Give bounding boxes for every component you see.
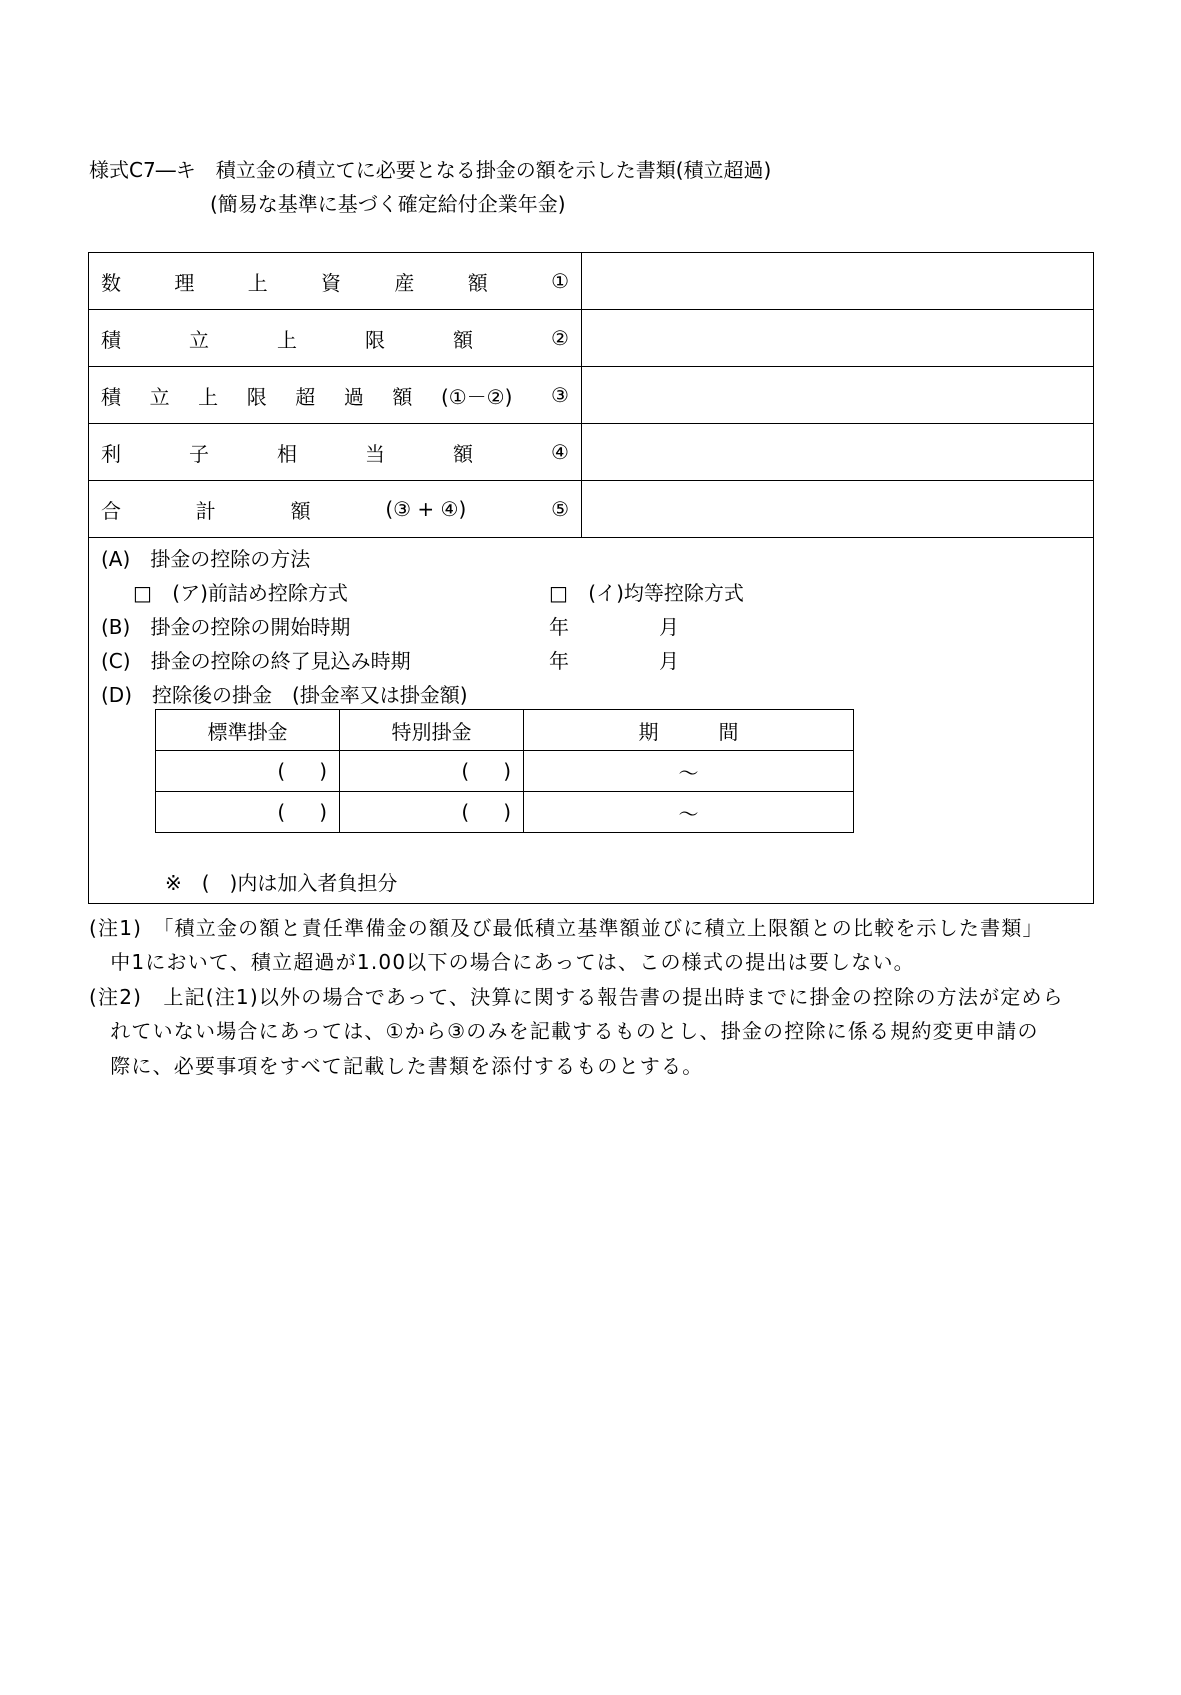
row-number: ③ (550, 383, 569, 407)
form-frame (88, 252, 1094, 904)
form-title (89, 154, 771, 183)
summary-label: 数 理 上 資 産 額 ① (101, 269, 569, 295)
note-2-line-2: れていない場合にあっては、①から③のみを記載するものとし、掛金の控除に係る規約変更申請の (89, 1019, 1039, 1043)
summary-row (89, 367, 1093, 424)
note-2-line-1: (注2) 上記(注1)以外の場合であって、決算に関する報告書の提出時までに掛金の控除の方法が定めら (89, 985, 1064, 1009)
summary-label: 合 計 額 (③ + ④) ⑤ (101, 497, 569, 523)
member-share-footnote: ※ ( )内は加入者負担分 (165, 871, 398, 895)
note-1-line-2: 中1において、積立超過が1.00以下の場合にあっては、この様式の提出は要しない。 (89, 950, 915, 974)
row-number: ④ (551, 440, 569, 464)
section-a-label: (A) 掛金の控除の方法 (101, 547, 311, 571)
form-subtitle: (簡易な基準に基づく確定給付企業年金) (210, 192, 566, 216)
summary-value-field[interactable] (582, 424, 1094, 481)
section-d-label: (D) 控除後の掛金 (掛金率又は掛金額) (101, 683, 468, 707)
note-2-line-3: 際に、必要事項をすべて記載した書類を添付するものとする。 (89, 1054, 704, 1078)
summary-row (89, 310, 1093, 367)
checkbox-icon[interactable]: □ (133, 581, 152, 605)
col-standard: 標準掛金 (156, 710, 340, 751)
form-title-text: 積立金の積立てに必要となる掛金の額を示した書類(積立超過) (215, 158, 772, 182)
end-year-label: 年 (549, 649, 569, 673)
period-field[interactable]: ～ (524, 751, 854, 792)
section-c-label: (C) 掛金の控除の終了見込み時期 (101, 649, 411, 673)
summary-value-field[interactable] (582, 310, 1094, 367)
summary-value-field[interactable] (582, 253, 1094, 310)
note-1-line-1: (注1) 「積立金の額と責任準備金の額及び最低積立基準額並びに積立上限額との比較を示した書類」 (89, 916, 1044, 940)
start-month-label: 月 (659, 615, 679, 639)
row-number: ① (551, 269, 569, 293)
standard-field[interactable]: ( ) (156, 792, 340, 833)
standard-field[interactable]: ( ) (156, 751, 340, 792)
form-id: 様式C7―キ (89, 158, 196, 182)
row-number: ⑤ (551, 497, 569, 521)
table-header-row (156, 710, 854, 751)
contribution-table (155, 709, 854, 833)
option-front-loaded[interactable]: □ (ア)前詰め控除方式 (133, 581, 348, 605)
checkbox-icon[interactable]: □ (549, 581, 568, 605)
period-field[interactable]: ～ (524, 792, 854, 833)
table-row (156, 751, 854, 792)
row-number: ② (551, 326, 569, 350)
section-b-label: (B) 掛金の控除の開始時期 (101, 615, 351, 639)
summary-row (89, 253, 1093, 310)
special-field[interactable]: ( ) (340, 751, 524, 792)
summary-value-field[interactable] (582, 367, 1094, 424)
summary-row (89, 481, 1093, 538)
summary-label: 積 立 上 限 額 ② (101, 326, 569, 352)
special-field[interactable]: ( ) (340, 792, 524, 833)
table-row (156, 792, 854, 833)
col-special: 特別掛金 (340, 710, 524, 751)
start-year-label: 年 (549, 615, 569, 639)
end-month-label: 月 (659, 649, 679, 673)
summary-row (89, 424, 1093, 481)
summary-table (89, 253, 1093, 538)
option-equal[interactable]: □ (イ)均等控除方式 (549, 581, 744, 605)
summary-label: 利 子 相 当 額 ④ (101, 440, 569, 466)
summary-label: 積 立 上 限 超 過 額 (①－②) ③ (101, 383, 569, 409)
summary-value-field[interactable] (582, 481, 1094, 538)
col-period: 期 間 (524, 710, 854, 751)
